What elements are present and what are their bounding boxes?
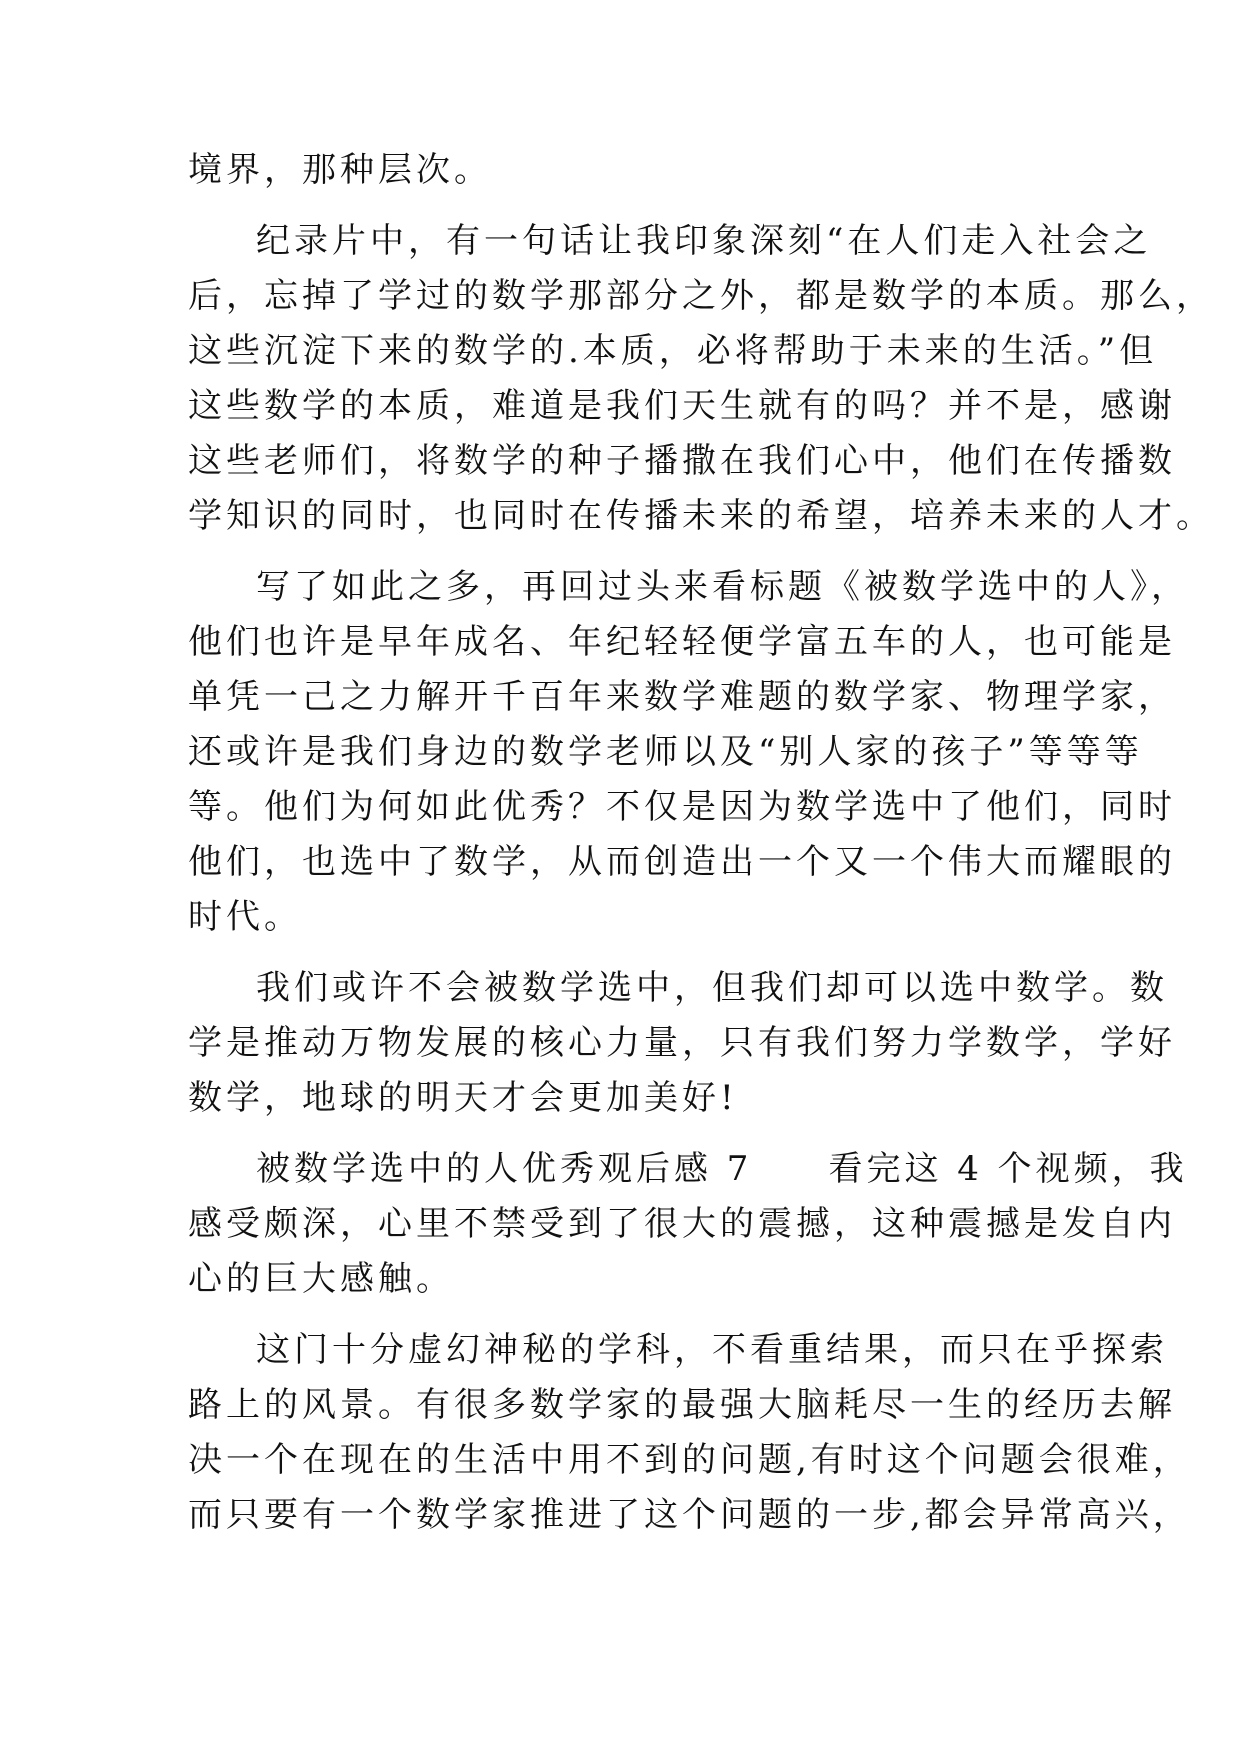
text-line-13: 他们，也选中了数学，从而创造出一个又一个伟大而耀眼的 bbox=[188, 842, 1176, 882]
text-line-14: 时代。 bbox=[188, 897, 302, 937]
text-line-10: 单凭一己之力解开千百年来数学难题的数学家、物理学家， bbox=[188, 677, 1176, 717]
text-line-9: 他们也许是早年成名、年纪轻轻便学富五车的人，也可能是 bbox=[188, 622, 1176, 662]
text-line-8: 写了如此之多，再回过头来看标题《被数学选中的人》， bbox=[256, 567, 1189, 607]
text-line-7: 学知识的同时，也同时在传播未来的希望，培养未来的人才。 bbox=[188, 496, 1214, 536]
text-line-21: 这门十分虚幻神秘的学科，不看重结果，而只在乎探索 bbox=[256, 1330, 1168, 1370]
text-line-4: 这些沉淀下来的数学的.本质，必将帮助于未来的生活。”但 bbox=[188, 331, 1158, 371]
text-line-18: 被数学选中的人优秀观后感 7 看完这 4 个视频，我 bbox=[256, 1149, 1188, 1189]
text-line-23: 决一个在现在的生活中用不到的问题,有时这个问题会很难， bbox=[188, 1440, 1191, 1480]
text-line-5: 这些数学的本质，难道是我们天生就有的吗？并不是，感谢 bbox=[188, 386, 1176, 426]
text-line-2: 纪录片中，有一句话让我印象深刻“在人们走入社会之 bbox=[256, 221, 1152, 261]
text-line-24: 而只要有一个数学家推进了这个问题的一步,都会异常高兴， bbox=[188, 1495, 1191, 1535]
text-line-22: 路上的风景。有很多数学家的最强大脑耗尽一生的经历去解 bbox=[188, 1385, 1176, 1425]
text-line-20: 心的巨大感触。 bbox=[188, 1259, 454, 1299]
text-line-15: 我们或许不会被数学选中，但我们却可以选中数学。数 bbox=[256, 968, 1168, 1008]
text-line-6: 这些老师们，将数学的种子播撒在我们心中，他们在传播数 bbox=[188, 441, 1176, 481]
text-line-12: 等。他们为何如此优秀？不仅是因为数学选中了他们，同时 bbox=[188, 787, 1176, 827]
text-line-11: 还或许是我们身边的数学老师以及“别人家的孩子”等等等 bbox=[188, 732, 1143, 772]
text-line-1: 境界，那种层次。 bbox=[188, 150, 492, 190]
text-line-19: 感受颇深，心里不禁受到了很大的震撼，这种震撼是发自内 bbox=[188, 1204, 1176, 1244]
text-line-3: 后，忘掉了学过的数学那部分之外，都是数学的本质。那么， bbox=[188, 276, 1214, 316]
text-line-17: 数学，地球的明天才会更加美好! bbox=[188, 1078, 738, 1118]
text-line-16: 学是推动万物发展的核心力量，只有我们努力学数学，学好 bbox=[188, 1023, 1176, 1063]
